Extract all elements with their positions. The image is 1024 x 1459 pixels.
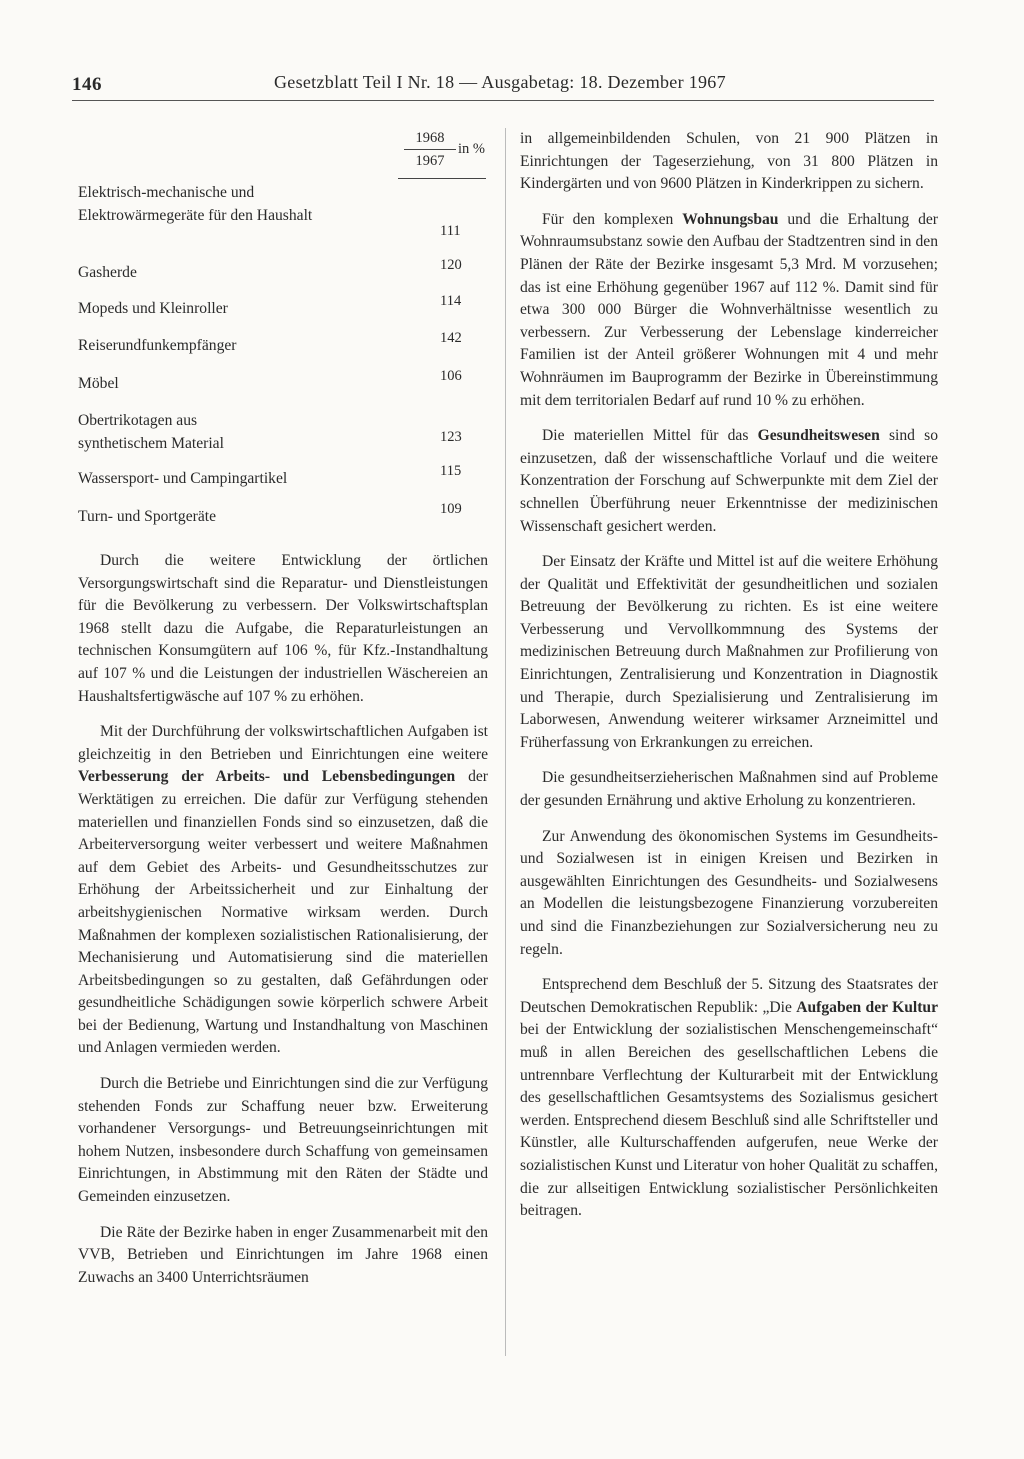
row-value: 109 — [440, 501, 462, 517]
paragraph-text: Entsprechend dem Beschluß der 5. Sitzung des Staatsrates der Deutschen Demokratischen Republik: „Die — [520, 976, 938, 1016]
paragraph: Zur Anwendung des ökonomischen Systems im Gesundheits- und Sozialwesen ist in einigen Kreisen und Bezirken in ausgewählten Einrichtungen des Gesundheits- und Sozialwesens an Modellen die leistungsbezogene Finanzierung vorzubereiten und sind die Finanzbeziehungen zur Sozialversicherung neu zu regeln. — [520, 827, 938, 958]
paragraph — [520, 209, 938, 412]
left-column — [78, 128, 488, 1302]
bold-term: Verbesserung der Arbeits- und Lebensbedingungen — [78, 768, 456, 786]
row-value: 114 — [440, 293, 462, 309]
row-label: Obertrikotagen aus synthetischem Material — [78, 412, 224, 452]
row-label: Möbel — [78, 375, 119, 392]
row-label: Mopeds und Kleinroller — [78, 300, 228, 317]
row-value: 142 — [440, 330, 462, 346]
unit-label: in % — [458, 141, 485, 157]
bold-term: Gesundheitswesen — [757, 427, 880, 445]
row-value: 123 — [440, 429, 462, 445]
paragraph: in allgemeinbildenden Schulen, von 21 900 Plätzen in Einrichtungen der Tageserziehung, von 31 800 Plätzen in Kindergärten und von 9600 Plätzen in Kinderkrippen zu sichern. — [520, 130, 938, 193]
table-header — [398, 128, 488, 180]
paragraph — [520, 974, 938, 1223]
table-header-rule — [398, 178, 486, 179]
paragraph-text: bei der Entwicklung der sozialistischen Menschengemeinschaft“ muß in allen Bereichen des gesellschaftlichen Lebens die untrennbare Verflechtung der Kulturarbeit mit der Entwicklung des gesellschaftlichen Gesamtsystems des Sozialismus gesichert werden. Entsprechend diesem Beschluß sind alle Schriftsteller und Künstler, alle Kulturschaffenden aufgerufen, neue Werke der sozialistischen Kunst und Literatur von hoher Qualität zu schaffen, die zur allseitigen Entwicklung sozialistischer Persönlichkeiten beitragen. — [520, 1021, 938, 1220]
row-label: Wassersport- und Campingartikel — [78, 470, 288, 487]
paragraph-text: sind so einzusetzen, daß der wissenschaftliche Vorlauf und die weitere Konzentration der Forschung auf Schwerpunkte mit dem Ziel der schnellen Überführung neuer Erkenntnisse der medizinischen Wissenschaft gesichert werden. — [520, 427, 938, 535]
row-label: Elektrisch-mechanische und Elektrowärmegeräte für den Haushalt — [78, 184, 313, 224]
paragraph — [78, 721, 488, 1060]
paragraph: Der Einsatz der Kräfte und Mittel ist auf die weitere Erhöhung der Qualität und Effektivität der gesundheitlichen und sozialen Betreuung der Bevölkerung zu richten. Es ist eine weitere Verbesserung und Vervollkommnung des Systems der medizinischen Betreuung durch Maßnahmen zur Profilierung von Einrichtungen, Zentralisierung und Konzentration in Diagnostik und Therapie, durch Spezialisierung und Zentralisierung im Laborwesen, Anwendung weiterer wirksamer Arzneimittel und Früherfassung von Erkrankungen zu erreichen. — [520, 553, 938, 751]
paragraph-text: Für den komplexen — [542, 210, 683, 228]
growth-table — [78, 128, 488, 538]
paragraph-text: Mit der Durchführung der volkswirtschaftlichen Aufgaben ist gleichzeitig in den Betrieben und Einrichtungen eine weitere — [78, 723, 488, 763]
row-label: Gasherde — [78, 264, 137, 281]
page-number: 146 — [72, 74, 102, 95]
paragraph: Die gesundheitserzieherischen Maßnahmen sind auf Probleme der gesunden Ernährung und aktive Erholung zu konzentrieren. — [520, 769, 938, 810]
year-denominator: 1967 — [415, 153, 445, 169]
paragraph-text: und die Erhaltung der Wohnraumsubstanz sowie den Aufbau der Stadtzentren sind in den Plänen der Räte der Bezirke insgesamt 5,3 Mrd. M vorzusehen; das ist eine Erhöhung gegenüber 1967 auf 112 %. Damit sind für etwa 300 000 Bürger die Wohnverhältnisse wesentlich zu verbessern. Zur Verbesserung der Lebenslage kinderreicher Familien ist der Anteil größerer Wohnungen mit 4 und mehr Wohnräumen im Bauprogramm der Bezirke in Übereinstimmung mit dem territorialen Bedarf auf rund 10 % zu erhöhen. — [520, 210, 938, 409]
header-rule — [72, 100, 934, 101]
row-label: Turn- und Sportgeräte — [78, 508, 217, 525]
row-value: 106 — [440, 368, 462, 384]
paragraph: Die Räte der Bezirke haben in enger Zusammenarbeit mit den VVB, Betrieben und Einrichtungen im Jahre 1968 einen Zuwachs an 3400 Unterrichtsräumen — [78, 1223, 488, 1286]
paragraph: Durch die weitere Entwicklung der örtlichen Versorgungswirtschaft sind die Reparatur- und Dienstleistungen für die Bevölkerung zu verbessern. Der Volkswirtschaftsplan 1968 stellt dazu die Aufgabe, die Reparaturleistungen an technischen Konsumgütern auf 106 %, für Kfz.-Instandhaltung auf 107 % und die Leistungen der industriellen Wäschereien an Haushaltsfertigwäsche auf 107 % zu erhöhen. — [78, 552, 488, 705]
bold-term: Wohnungsbau — [682, 210, 779, 228]
row-label: Reiserundfunkempfänger — [78, 337, 237, 354]
paragraph-text: Die materiellen Mittel für das — [542, 427, 758, 445]
row-value: 111 — [440, 223, 461, 239]
year-fraction — [404, 128, 456, 171]
row-value: 115 — [440, 463, 462, 479]
paragraph — [520, 425, 938, 538]
bold-term: Aufgaben der Kultur — [796, 998, 938, 1016]
paragraph-text: der Werktätigen zu erreichen. Die dafür zur Verfügung stehenden materiellen und finanziellen Fonds sind so einzusetzen, daß die Arbeiterversorgung weiter verbessert und weitere Maßnahmen auf dem Gebiet des Arbeits- und Gesundheitsschutzes zur Erhöhung der Arbeitssicherheit und zur Einhaltung der arbeitshygienischen Normative wirksam werden. Durch Maßnahmen der komplexen sozialistischen Rationalisierung, der Mechanisierung und Automatisierung sind die materiellen Arbeitsbedingungen so zu gestalten, daß Gefährdungen oder gesundheitliche Schädigungen sowie körperlich schwere Arbeit bei der Bedienung, Wartung und Instandhaltung von Maschinen und Anlagen vermieden werden. — [78, 768, 489, 1057]
paragraph: Durch die Betriebe und Einrichtungen sind die zur Verfügung stehenden Fonds zur Schaffung neuer bzw. Erweiterung vorhandener Versorgungs- und Betreuungseinrichtungen mit hohem Nutzen, insbesondere durch Schaffung von gemeinsamen Einrichtungen, in Abstimmung mit den Räten der Städte und Gemeinden einzusetzen. — [78, 1075, 488, 1206]
column-divider — [505, 128, 506, 1356]
row-value: 120 — [440, 257, 462, 273]
right-column — [520, 128, 938, 1236]
running-header: Gesetzblatt Teil I Nr. 18 — Ausgabetag: 18. Dezember 1967 — [274, 72, 726, 92]
year-numerator: 1968 — [404, 128, 456, 150]
